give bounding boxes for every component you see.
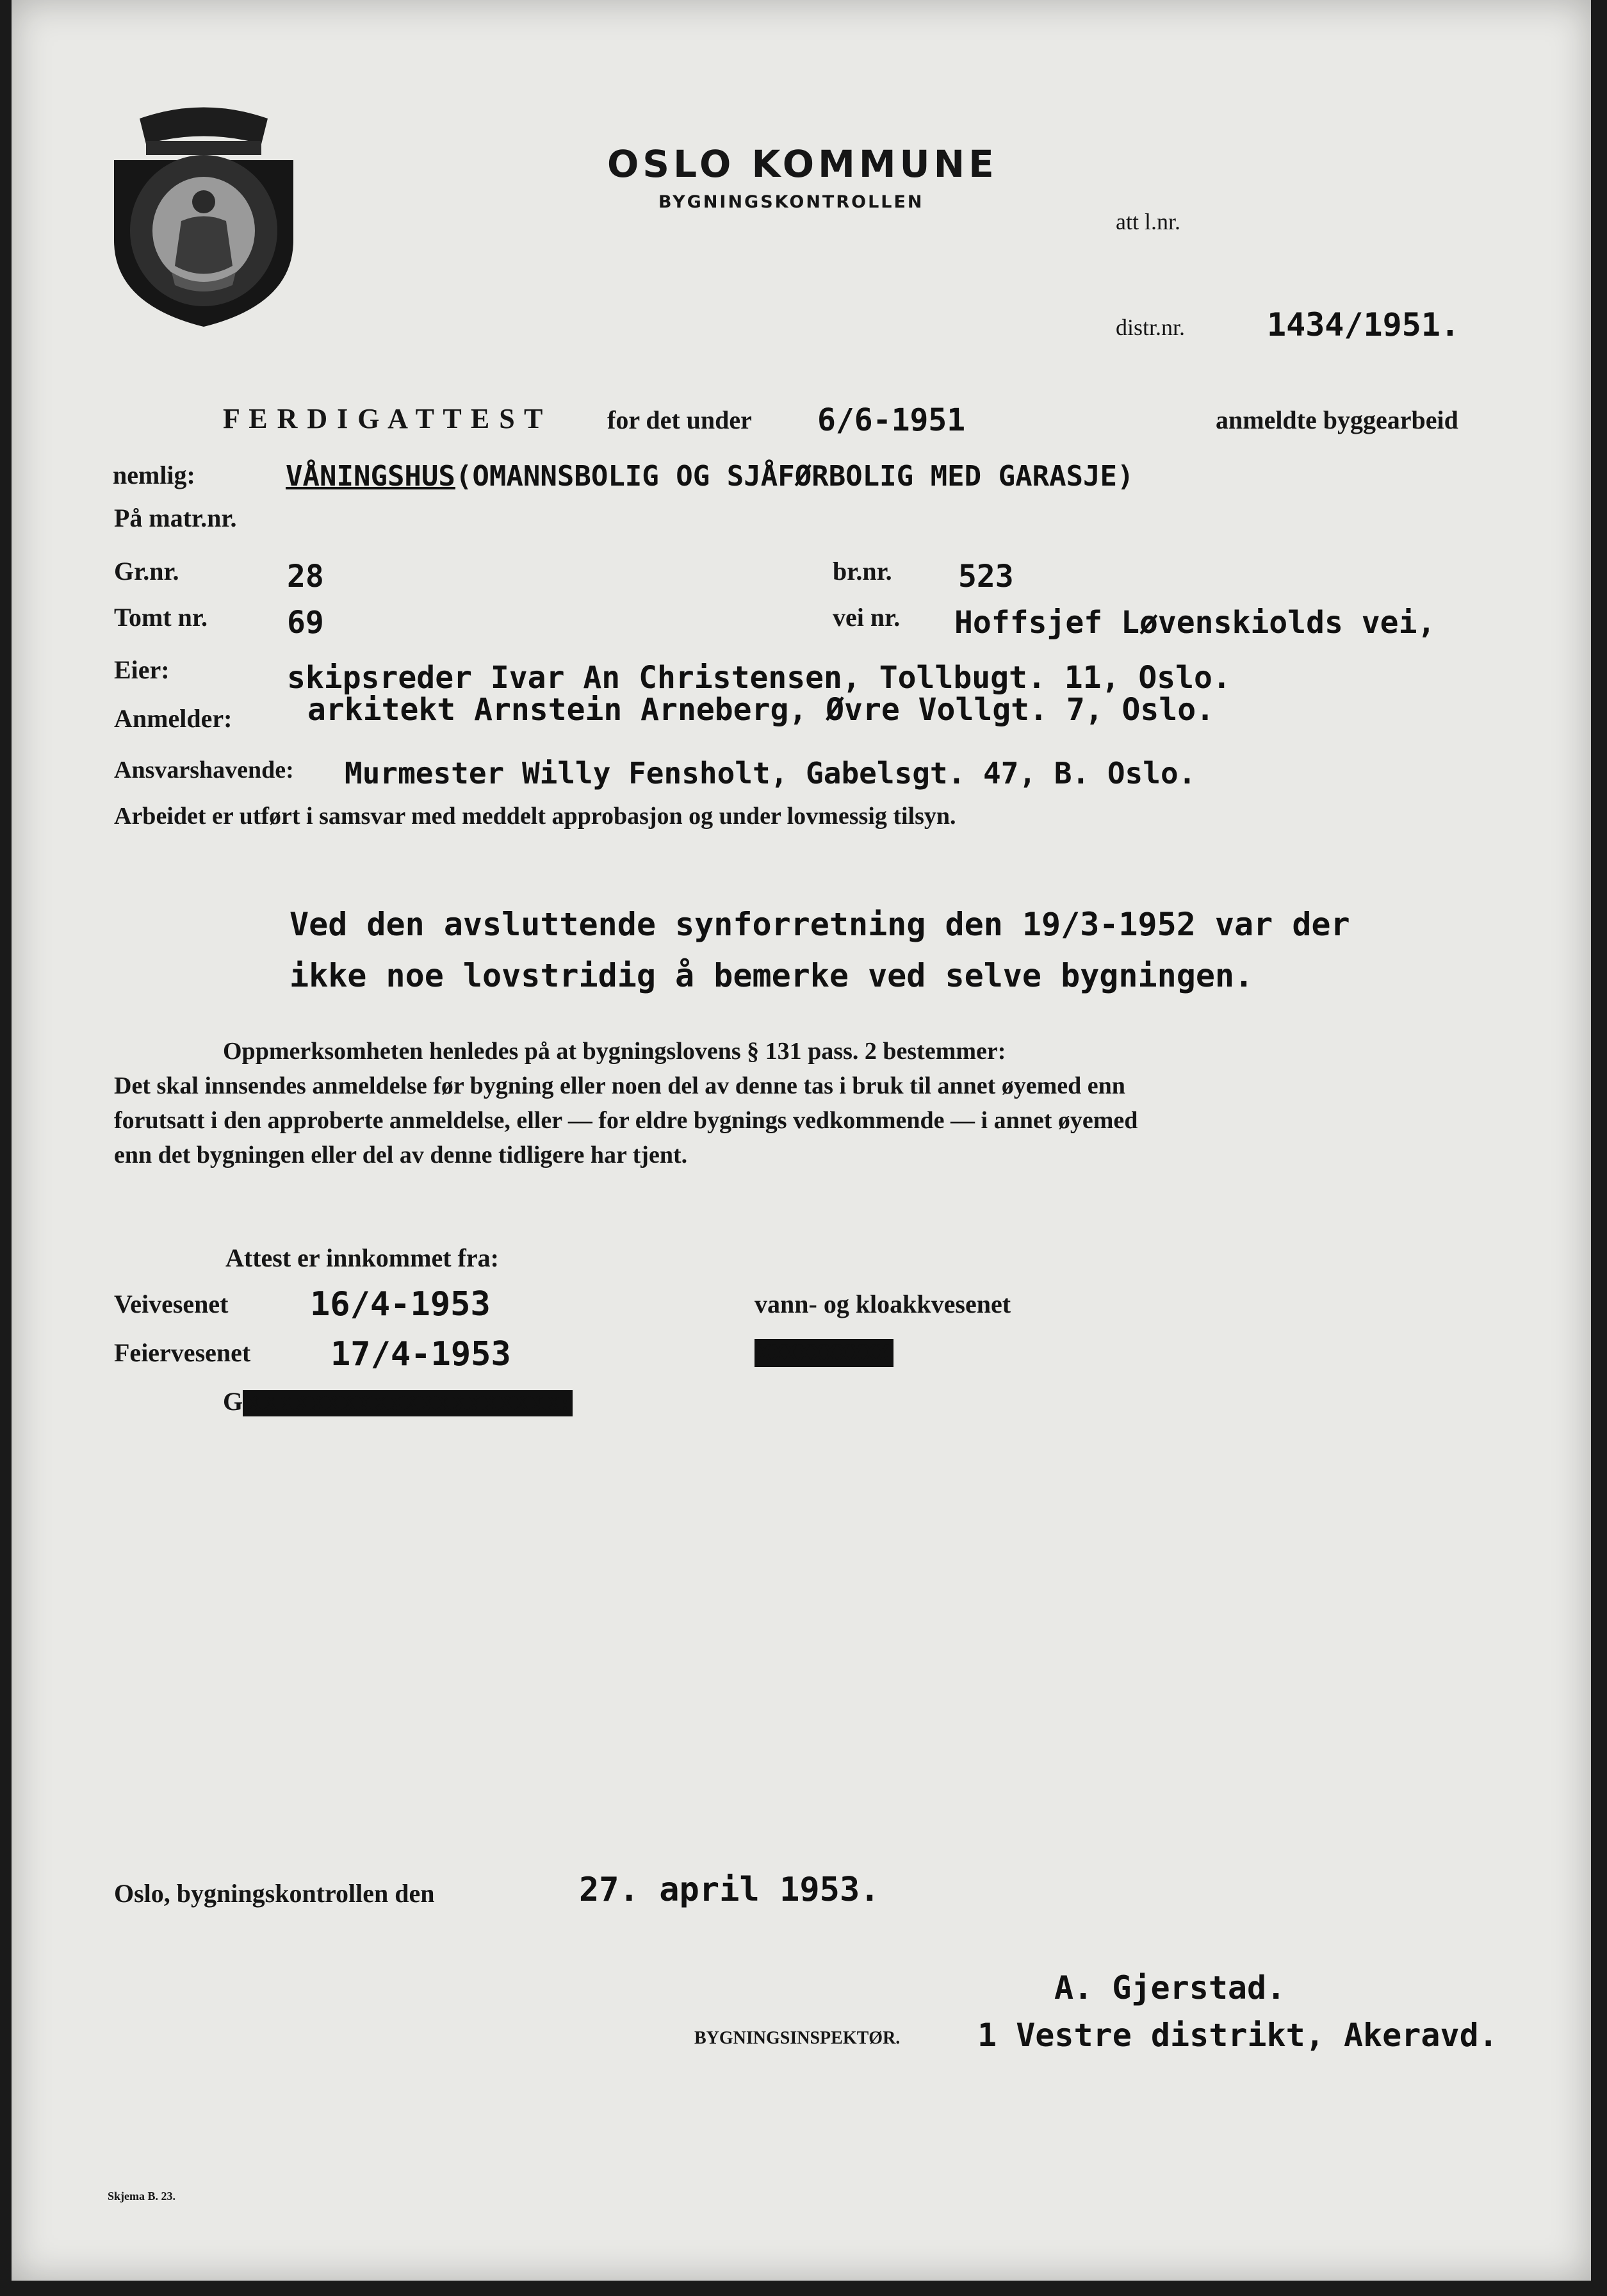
inspection-remark-line2: ikke noe lovstridig å bemerke ved selve bygningen. (290, 957, 1254, 994)
arbeidet-statement: Arbeidet er utført i samsvar med meddelt approbasjon og under lovmessig tilsyn. (114, 803, 956, 830)
vei-nr-value: Hoffsjef Løvenskiolds vei, (954, 605, 1436, 641)
nemlig-label: nemlig: (113, 461, 195, 489)
registration-date: 6/6-1951 (817, 402, 966, 438)
gas-attest-label: G XXXXXXXXXXXXXXXXXXXX: (223, 1386, 573, 1416)
br-nr-label: br.nr. (833, 557, 892, 586)
attest-intro: Attest er innkommet fra: (225, 1243, 499, 1272)
signature-name: A. Gjerstad. (1054, 1969, 1286, 2006)
eier-value: skipsreder Ivar An Christensen, Tollbugt. 11, Oslo. (287, 660, 1231, 696)
ansvarshavende-value: Murmester Willy Fensholt, Gabelsgt. 47, B. Oslo. (345, 756, 1196, 791)
distr-nr-value: 1434/1951. (1267, 306, 1460, 343)
inspector-title: BYGNINGSINSPEKTØR. (694, 2028, 901, 2048)
veivesenet-label: Veivesenet (114, 1290, 229, 1318)
for-det-under-label: for det under (607, 406, 752, 434)
anmelder-value: arkitekt Arnstein Arneberg, Øvre Vollgt. 7, Oslo. (307, 692, 1215, 728)
veivesenet-date: 16/4-1953 (310, 1285, 491, 1324)
district-value: 1 Vestre distrikt, Akeravd. (977, 2017, 1498, 2054)
gas-attest-struck: XXXXXXXXXXXXXXXXXXXX: (243, 1390, 572, 1416)
ferdigattest-heading: F E R D I G A T T E S T (223, 403, 544, 434)
oslo-coat-of-arms-icon (101, 99, 306, 330)
br-nr-value: 523 (958, 559, 1014, 594)
vann-kloakk-label: vann- og kloakkvesenet (755, 1290, 1011, 1318)
att-lnr-label: att l.nr. (1116, 209, 1180, 234)
notice-line1: Oppmerksomheten henledes på at bygningslovens § 131 pass. 2 bestemmer: (223, 1038, 1006, 1065)
building-type-detail: (OMANNSBOLIG OG SJÅFØRBOLIG MED GARASJE) (455, 460, 1134, 493)
notice-line4: enn det bygningen eller del av denne tidligere har tjent. (114, 1142, 688, 1168)
feiervesenet-date: 17/4-1953 (330, 1335, 511, 1374)
anmeldte-byggearbeid-label: anmeldte byggearbeid (1216, 406, 1458, 434)
vei-nr-label: vei nr. (833, 603, 901, 632)
eier-label: Eier: (114, 655, 170, 684)
dept-subtitle: BYGNINGSKONTROLLEN (658, 192, 924, 212)
ansvarshavende-label: Ansvarshavende: (114, 757, 294, 783)
tomt-nr-value: 69 (287, 605, 324, 641)
notice-line2: Det skal innsendes anmeldelse før bygning eller noen del av denne tas i bruk til annet øyemed enn (114, 1072, 1125, 1099)
building-type-underlined: VÅNINGSHUS (286, 460, 455, 493)
notice-line3: forutsatt i den approberte anmeldelse, eller — for eldre bygnings vedkommende — i annet øyemed (114, 1107, 1138, 1134)
inspection-remark-line1: Ved den avsluttende synforretning den 19/3-1952 var der (290, 906, 1350, 943)
org-title: OSLO KOMMUNE (607, 142, 998, 186)
vann-kloakk-struck: XXXXXXXXXX (755, 1340, 893, 1366)
issue-date: 27. april 1953. (579, 1871, 880, 1909)
place-label: Oslo, bygningskontrollen den (114, 1879, 435, 1908)
gr-nr-label: Gr.nr. (114, 557, 179, 586)
certificate-page (12, 0, 1591, 2281)
building-type (286, 460, 1134, 493)
tomt-nr-label: Tomt nr. (114, 603, 208, 632)
matr-nr-label: På matr.nr. (114, 504, 237, 532)
distr-nr-label: distr.nr. (1116, 315, 1186, 340)
anmelder-label: Anmelder: (114, 704, 232, 733)
form-number: Skjema B. 23. (108, 2190, 176, 2202)
gr-nr-value: 28 (287, 559, 324, 594)
feiervesenet-label: Feiervesenet (114, 1338, 251, 1367)
